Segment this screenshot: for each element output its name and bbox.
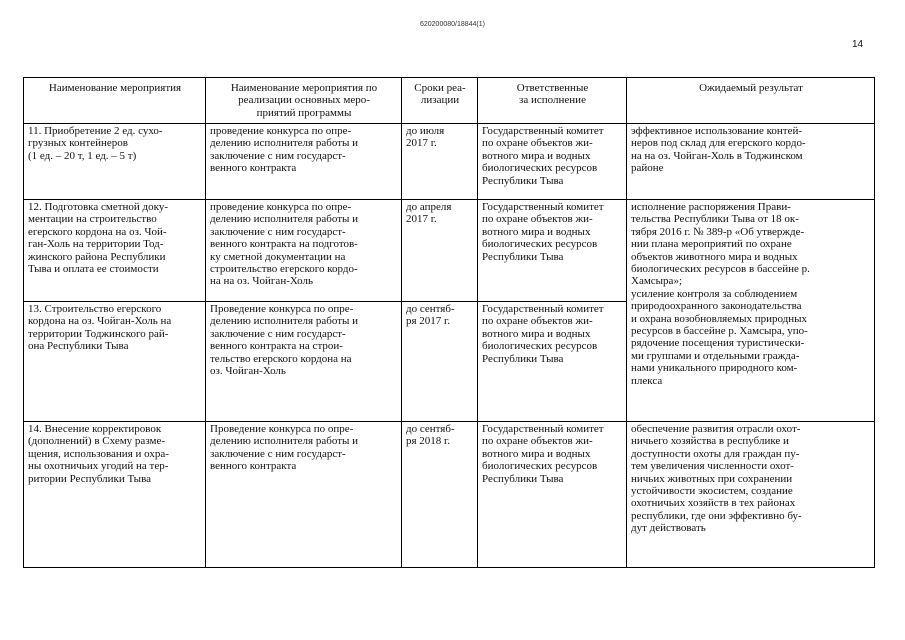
cell-text-line: объектов животного мира и водных xyxy=(631,250,798,263)
cell-text-line: ментации на строительство xyxy=(28,213,157,226)
cell-text-line: природоохранного законодательства xyxy=(631,300,802,313)
cell-text-line: республики, где они эффективно бу- xyxy=(631,509,802,522)
cell-text-line: дут действовать xyxy=(631,522,706,535)
cell-text-line: биологических ресурсов в бассейне р. xyxy=(631,263,810,276)
event-action-cell xyxy=(206,200,402,302)
cell-text-line: (дополнений) в Схему разме- xyxy=(28,435,166,448)
cell-text-line: оз. Чойган-Холь xyxy=(210,365,286,378)
cell-text-line: Сроки реа- xyxy=(414,82,466,94)
cell-text-line: Государственный комитет xyxy=(482,423,604,435)
cell-text-line: по охране объектов жи- xyxy=(482,137,593,150)
cell-text-line: 11. Приобретение 2 ед. сухо- xyxy=(28,125,163,137)
table-header-row xyxy=(24,78,875,124)
event-responsible-cell xyxy=(478,124,627,200)
event-term-cell xyxy=(402,422,478,568)
cell-text-line: 2017 г. xyxy=(406,213,437,226)
cell-text-line: за исполнение xyxy=(519,94,586,107)
event-action-cell xyxy=(206,422,402,568)
cell-text-line: Государственный комитет xyxy=(482,201,604,213)
cell-text-line: Республики Тыва xyxy=(482,352,564,365)
event-term-cell xyxy=(402,200,478,302)
cell-text-line: лизации xyxy=(420,94,460,107)
cell-text-line: тября 2016 г. № 389-р «Об утвержде- xyxy=(631,225,805,238)
cell-text-line: на на оз. Чойган-Холь xyxy=(210,275,313,288)
cell-text-line: 12. Подготовка сметной доку- xyxy=(28,201,168,213)
document-id: 620200080/18844(1) xyxy=(419,21,485,28)
cell-text-line: биологических ресурсов xyxy=(482,460,598,473)
cell-text-line: по охране объектов жи- xyxy=(482,315,593,328)
cell-text-line: районе xyxy=(631,162,664,175)
cell-text-line: егерского кордона на оз. Чой- xyxy=(28,225,167,238)
cell-text-line: до апреля xyxy=(406,201,452,213)
cell-text-line: венного контракта на строи- xyxy=(210,340,343,353)
cell-text-line: Республики Тыва xyxy=(482,472,564,485)
cell-text-line: ничьего хозяйства в республике и xyxy=(631,435,789,448)
cell-text-line: 2017 г. xyxy=(406,137,437,150)
table-row xyxy=(24,124,875,200)
cell-text-line: обеспечение развития отрасли охот- xyxy=(631,423,801,435)
cell-text-line: рядочение посещения туристически- xyxy=(631,337,805,350)
cell-text-line: 13. Строительство егерского xyxy=(28,303,162,315)
cell-text-line: заключение с ним государст- xyxy=(210,149,346,162)
cell-text-line: Ожидаемый результат xyxy=(699,82,803,94)
event-result-cell xyxy=(627,124,875,200)
cell-text-line: 14. Внесение корректировок xyxy=(28,423,162,435)
event-result-cell xyxy=(627,422,875,568)
event-result-cell xyxy=(627,200,875,422)
cell-text-line: Проведение конкурса по опре- xyxy=(210,303,354,315)
cell-text-line: по охране объектов жи- xyxy=(482,213,593,226)
cell-text-line: ря 2017 г. xyxy=(406,315,451,328)
cell-text-line: доступности охоты для граждан пу- xyxy=(631,447,800,460)
cell-text-line: до сентяб- xyxy=(406,423,455,435)
cell-text-line: биологических ресурсов xyxy=(482,162,598,175)
cell-text-line: вотного мира и водных xyxy=(482,225,591,238)
cell-text-line: вотного мира и водных xyxy=(482,447,591,460)
cell-text-line: делению исполнителя работы и xyxy=(210,435,359,448)
cell-text-line: Республики Тыва xyxy=(482,174,564,187)
cell-text-line: венного контракта xyxy=(210,162,297,175)
cell-text-line: проведение конкурса по опре- xyxy=(210,125,352,137)
cell-text-line: Наименование мероприятия xyxy=(48,82,182,94)
page-number: 14 xyxy=(852,39,864,50)
cell-text-line: ря 2018 г. xyxy=(406,435,451,448)
cell-text-line: ган-Холь на территории Тод- xyxy=(28,238,164,251)
cell-text-line: нии плана мероприятий по охране xyxy=(631,238,792,251)
cell-text-line: биологических ресурсов xyxy=(482,238,598,251)
cell-text-line: реализации основных меро- xyxy=(238,94,370,107)
cell-text-line: устойчивости экосистем, создание xyxy=(631,485,793,498)
cell-text-line: делению исполнителя работы и xyxy=(210,315,359,328)
cell-text-line: грузных контейнеров xyxy=(28,137,128,150)
cell-text-line: исполнение распоряжения Прави- xyxy=(631,201,791,213)
cell-text-line: Проведение конкурса по опре- xyxy=(210,423,354,435)
event-term-cell xyxy=(402,124,478,200)
event-term-cell xyxy=(402,302,478,422)
cell-text-line: плекса xyxy=(631,374,663,387)
cell-text-line: Хамсыра»; xyxy=(631,275,682,288)
cell-text-line: она Республики Тыва xyxy=(28,340,129,353)
cell-text-line: тельство егерского кордона на xyxy=(210,352,352,365)
cell-text-line: тельства Республики Тыва от 18 ок- xyxy=(631,213,799,226)
event-name-cell xyxy=(24,200,206,302)
cell-text-line: заключение с ним государст- xyxy=(210,447,346,460)
header-cell xyxy=(24,78,206,124)
cell-text-line: неров под склад для егерского кордо- xyxy=(631,137,806,150)
event-action-cell xyxy=(206,302,402,422)
cell-text-line: вотного мира и водных xyxy=(482,149,591,162)
cell-text-line: ритории Республики Тыва xyxy=(28,472,151,485)
cell-text-line: нами уникального природного ком- xyxy=(631,362,798,375)
header-cell xyxy=(478,78,627,124)
table-row xyxy=(24,200,875,302)
cell-text-line: делению исполнителя работы и xyxy=(210,137,359,150)
event-responsible-cell xyxy=(478,302,627,422)
cell-text-line: ми группами и отдельными гражда- xyxy=(631,349,800,362)
cell-text-line: делению исполнителя работы и xyxy=(210,213,359,226)
cell-text-line: тем увеличения численности охот- xyxy=(631,460,794,473)
cell-text-line: венного контракта на подготов- xyxy=(210,238,358,251)
cell-text-line: вотного мира и водных xyxy=(482,327,591,340)
cell-text-line: эффективное использование контей- xyxy=(631,125,803,137)
cell-text-line: и охрана возобновляемых природных xyxy=(631,312,808,325)
cell-text-line: заключение с ним государст- xyxy=(210,327,346,340)
cell-text-line: Государственный комитет xyxy=(482,125,604,137)
event-name-cell xyxy=(24,422,206,568)
cell-text-line: Ответственные xyxy=(516,82,589,94)
event-name-cell xyxy=(24,124,206,200)
cell-text-line: щения, использования и охра- xyxy=(28,447,169,460)
cell-text-line: проведение конкурса по опре- xyxy=(210,201,352,213)
cell-text-line: Республики Тыва xyxy=(482,250,564,263)
cell-text-line: заключение с ним государст- xyxy=(210,225,346,238)
cell-text-line: до сентяб- xyxy=(406,303,455,315)
header-cell xyxy=(402,78,478,124)
cell-text-line: ку сметной документации на xyxy=(210,250,346,263)
cell-text-line: приятий программы xyxy=(256,106,352,119)
cell-text-line: кордона на оз. Чойган-Холь на xyxy=(28,315,172,328)
cell-text-line: охотничьих хозяйств в тех районах xyxy=(631,497,796,510)
table-row xyxy=(24,422,875,568)
cell-text-line: усиление контроля за соблюдением xyxy=(631,287,798,300)
cell-text-line: по охране объектов жи- xyxy=(482,435,593,448)
event-responsible-cell xyxy=(478,422,627,568)
header-cell xyxy=(206,78,402,124)
plan-table xyxy=(23,77,875,568)
cell-text-line: до июля xyxy=(406,125,445,137)
cell-text-line: Наименование мероприятия по xyxy=(230,82,378,94)
cell-text-line: венного контракта xyxy=(210,460,297,473)
header-cell xyxy=(627,78,875,124)
cell-text-line: (1 ед. – 20 т, 1 ед. – 5 т) xyxy=(28,149,137,162)
cell-text-line: биологических ресурсов xyxy=(482,340,598,353)
event-name-cell xyxy=(24,302,206,422)
cell-text-line: ресурсов в бассейне р. Хамсыра, упо- xyxy=(631,325,808,338)
event-action-cell xyxy=(206,124,402,200)
cell-text-line: Тыва и оплата ее стоимости xyxy=(28,263,159,276)
cell-text-line: строительство егерского кордо- xyxy=(210,263,358,276)
cell-text-line: Государственный комитет xyxy=(482,303,604,315)
event-responsible-cell xyxy=(478,200,627,302)
cell-text-line: территории Тоджинского рай- xyxy=(28,327,169,340)
cell-text-line: ничьих животных при сохранении xyxy=(631,472,793,485)
cell-text-line: жинского района Республики xyxy=(28,250,166,263)
cell-text-line: ны охотничьих угодий на тер- xyxy=(28,460,169,473)
cell-text-line: на на оз. Чойган-Холь в Тоджинском xyxy=(631,149,803,162)
